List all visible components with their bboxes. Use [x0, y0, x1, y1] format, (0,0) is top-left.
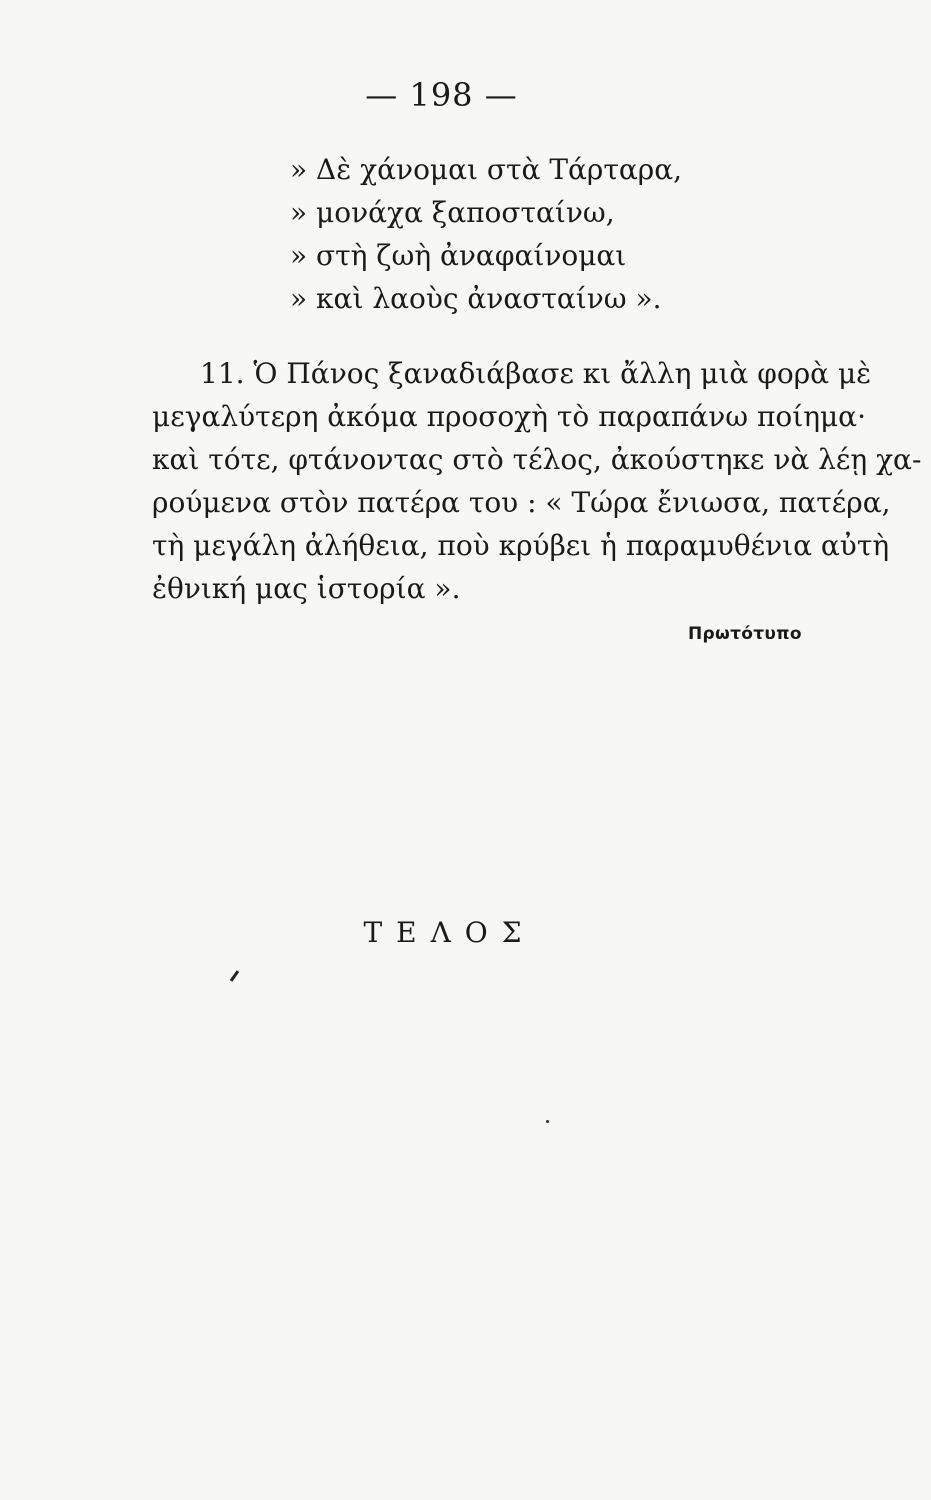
- verse-block: [290, 148, 682, 320]
- verse-line: » καὶ λαοὺς ἀνασταίνω ».: [290, 282, 662, 315]
- paragraph-line: τὴ μεγάλη ἀλήθεια, ποὺ κρύβει ἡ παραμυθένια αὐτὴ: [152, 529, 890, 562]
- verse-line: » Δὲ χάνομαι στὰ Τάρταρα,: [290, 153, 683, 186]
- paragraph-11: [152, 352, 922, 610]
- ink-mark: [230, 970, 239, 982]
- ink-speck: [546, 1120, 549, 1123]
- paragraph-line: ρούμενα στὸν πατέρα του : « Τώρα ἔνιωσα, πατέρα,: [152, 486, 891, 519]
- paragraph-line: καὶ τότε, φτάνοντας στὸ τέλος, ἀκούστηκε νὰ λέῃ χα-: [152, 443, 922, 476]
- paragraph-line: ἐθνική μας ἱστορία ».: [152, 572, 461, 605]
- end-mark: ΤΕΛΟΣ: [363, 916, 536, 949]
- paragraph-line: 11. Ὁ Πάνος ξαναδιάβασε κι ἄλλη μιὰ φορὰ μὲ: [200, 357, 872, 390]
- original-label: Πρωτότυπο: [688, 624, 802, 644]
- verse-line: » μονάχα ξαποσταίνω,: [290, 196, 615, 229]
- paragraph-line: μεγαλύτερη ἀκόμα προσοχὴ τὸ παραπάνω ποίημα·: [152, 400, 866, 433]
- page-number: — 198 —: [365, 76, 518, 114]
- verse-line: » στὴ ζωὴ ἀναφαίνομαι: [290, 239, 627, 272]
